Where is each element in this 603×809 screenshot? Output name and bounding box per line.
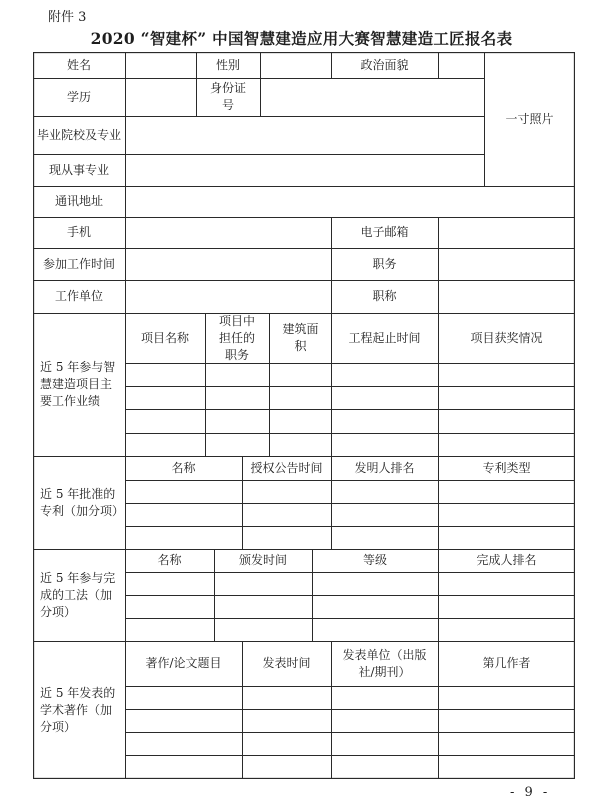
form-title: 2020 “智建杯” 中国智慧建造应用大赛智慧建造工匠报名表	[90, 29, 513, 48]
id-number-input[interactable]	[260, 78, 484, 116]
methods-header-date: 颁发时间	[238, 553, 287, 567]
attachment-label: 附件 3	[48, 10, 87, 25]
current-major-label: 现从事专业	[48, 162, 109, 177]
registration-form-table	[33, 52, 575, 779]
address-input[interactable]	[125, 186, 575, 217]
patents-header-name: 名称	[171, 460, 196, 475]
position-label: 职务	[372, 256, 397, 271]
current-major-input[interactable]	[125, 154, 484, 186]
political-status-label: 政治面貌	[360, 57, 409, 72]
mobile-input[interactable]	[125, 217, 331, 248]
projects-header-area: 建筑面积	[282, 322, 319, 353]
title-rank-label: 职称	[372, 289, 397, 303]
mobile-label: 手机	[66, 225, 91, 239]
work-start-input[interactable]	[125, 248, 331, 280]
patents-header-type: 专利类型	[482, 460, 531, 475]
political-status-input[interactable]	[438, 52, 484, 78]
patents-section-label: 近 5 年批准的专利（加分项）	[40, 486, 125, 518]
position-input[interactable]	[438, 248, 575, 280]
id-number-label: 身份证号	[209, 81, 246, 112]
methods-header-level: 等级	[362, 553, 387, 567]
papers-header-date: 发表时间	[262, 656, 311, 670]
email-label: 电子邮箱	[360, 225, 409, 239]
methods-header-rank: 完成人排名	[476, 553, 537, 567]
name-label: 姓名	[66, 57, 91, 72]
methods-header-name: 名称	[157, 553, 182, 567]
patents-header-date: 授权公告时间	[250, 460, 323, 475]
employer-input[interactable]	[125, 280, 331, 313]
patents-header-rank: 发明人排名	[354, 460, 415, 475]
school-major-input[interactable]	[125, 116, 484, 154]
projects-header-name: 项目名称	[140, 330, 189, 345]
gender-input[interactable]	[260, 52, 331, 78]
education-input[interactable]	[125, 78, 196, 116]
projects-section-label: 近 5 年参与智慧建造项目主要工作业绩	[40, 360, 116, 408]
school-major-label: 毕业院校及专业	[37, 127, 122, 142]
gender-label: 性别	[215, 57, 240, 72]
projects-header-role: 项目中担任的职务	[218, 313, 255, 362]
email-input[interactable]	[438, 217, 575, 248]
page-number: - 9 -	[510, 785, 551, 800]
papers-section-label: 近 5 年发表的学术著作（加分项）	[40, 685, 116, 734]
methods-section-label: 近 5 年参与完成的工法（加分项）	[40, 570, 116, 619]
papers-header-publisher: 发表单位（出版社/期刊）	[342, 647, 427, 679]
name-input[interactable]	[125, 52, 196, 78]
address-label: 通讯地址	[54, 194, 103, 208]
projects-header-period: 工程起止时间	[348, 330, 421, 345]
projects-header-awards: 项目获奖情况	[470, 330, 543, 345]
work-start-label: 参加工作时间	[42, 256, 115, 271]
photo-placeholder[interactable]: 一寸照片	[505, 111, 554, 126]
title-rank-input[interactable]	[438, 280, 575, 313]
employer-label: 工作单位	[54, 289, 103, 303]
education-label: 学历	[66, 89, 91, 104]
papers-header-title: 著作/论文题目	[145, 656, 222, 670]
papers-header-author-order: 第几作者	[482, 656, 531, 670]
